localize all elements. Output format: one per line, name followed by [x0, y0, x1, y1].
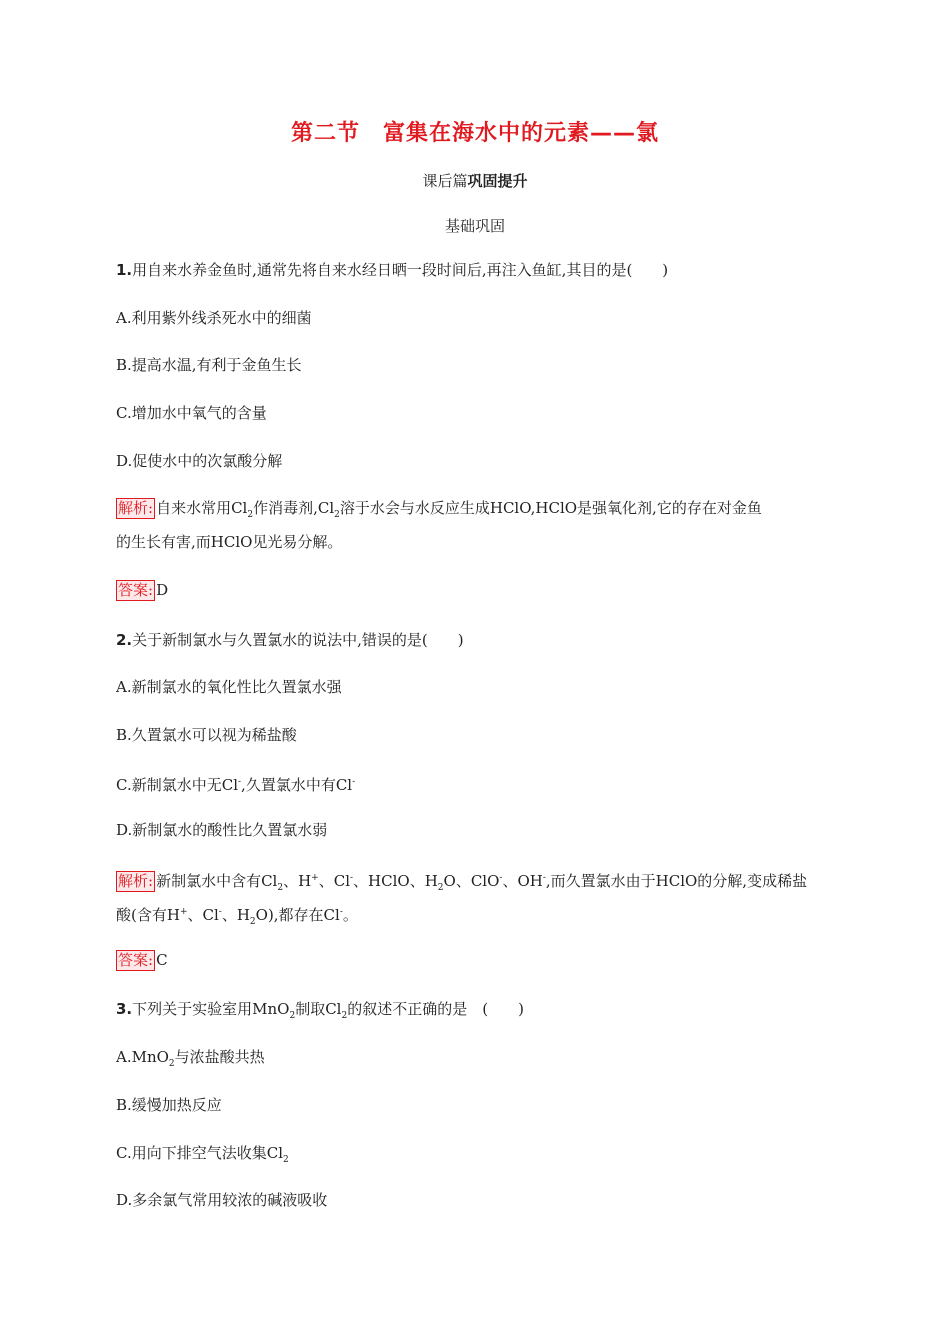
- text: 作消毒剂,Cl: [253, 499, 335, 517]
- page-subtitle: [0, 170, 950, 191]
- question-number: 3.: [116, 1000, 133, 1018]
- q1-option-c: C.增加水中氧气的含量: [116, 404, 267, 422]
- q3-option-b: B.缓慢加热反应: [116, 1096, 222, 1114]
- text: 溶于水会与水反应生成HClO,HClO是强氧化剂,它的存在对金鱼: [339, 499, 762, 517]
- text: 、H: [283, 872, 312, 890]
- q1-analysis-line-2: 的生长有害,而HClO见光易分解。: [116, 533, 343, 551]
- superscript: -: [499, 873, 503, 883]
- text: 、HClO、H: [353, 872, 438, 890]
- text: 自来水常用Cl: [156, 499, 248, 517]
- subscript: 2: [334, 510, 340, 520]
- q2-option-c: [116, 766, 836, 801]
- question-text: 关于新制氯水与久置氯水的说法中,错误的是( ): [132, 631, 464, 649]
- answer-tag: 答案:: [118, 951, 154, 969]
- text: 、H: [221, 906, 250, 924]
- q2-answer: [116, 944, 836, 976]
- q2-analysis-line-2: [116, 896, 836, 938]
- text: 。: [342, 906, 358, 924]
- answer-value: C: [156, 951, 168, 969]
- analysis-tag: 解析:: [118, 499, 154, 517]
- subscript: 2: [277, 883, 284, 893]
- superscript: -: [352, 777, 356, 787]
- q1-option-d: D.促使水中的次氯酸分解: [116, 452, 283, 470]
- text: 下列关于实验室用MnO: [132, 1000, 290, 1018]
- superscript: -: [339, 907, 343, 917]
- superscript: +: [311, 873, 319, 883]
- page-title: 第二节 富集在海水中的元素——氯: [290, 121, 659, 146]
- q2-option-d: D.新制氯水的酸性比久置氯水弱: [116, 821, 328, 839]
- text: 、OH: [502, 872, 543, 890]
- subscript: 2: [283, 1155, 289, 1165]
- superscript: -: [350, 873, 354, 883]
- text: O),都存在Cl: [255, 906, 340, 924]
- q1-option-a: A.利用紫外线杀死水中的细菌: [116, 309, 312, 327]
- text: 新制氯水中含有Cl: [156, 872, 278, 890]
- text: 、Cl: [187, 906, 219, 924]
- text: O、ClO: [443, 872, 500, 890]
- question-text: 用自来水养金鱼时,通常先将自来水经日晒一段时间后,再注入鱼缸,其目的是( ): [132, 261, 669, 279]
- subtitle-prefix: 课后篇: [422, 172, 468, 190]
- q3-option-c: [116, 1137, 836, 1176]
- question-number: 1.: [116, 261, 133, 279]
- superscript: -: [218, 907, 222, 917]
- subscript: 2: [289, 1011, 296, 1021]
- answer-tag: 答案:: [118, 581, 154, 599]
- text: 制取Cl: [295, 1000, 342, 1018]
- answer-value: D: [156, 581, 169, 599]
- text: 酸(含有H: [116, 906, 180, 924]
- question-number: 2.: [116, 631, 133, 649]
- subscript: 2: [341, 1011, 348, 1021]
- text: 的叙述不正确的是 ( ): [347, 1000, 524, 1018]
- q2-option-a: A.新制氯水的氧化性比久置氯水强: [116, 678, 342, 696]
- text: ,久置氯水中有Cl: [241, 776, 353, 794]
- superscript: -: [542, 873, 546, 883]
- question-3-stem: [116, 993, 836, 1032]
- text: C.用向下排空气法收集Cl: [116, 1144, 283, 1162]
- text: 与浓盐酸共热: [174, 1048, 265, 1066]
- q3-option-d: D.多余氯气常用较浓的碱液吸收: [116, 1191, 328, 1209]
- superscript: -: [238, 777, 242, 787]
- q1-option-b: B.提高水温,有利于金鱼生长: [116, 356, 302, 374]
- question-1-stem: [116, 254, 836, 286]
- q1-answer: [116, 574, 836, 606]
- question-2-stem: [116, 624, 836, 656]
- q2-option-b: B.久置氯水可以视为稀盐酸: [116, 726, 297, 744]
- q3-option-a: [116, 1041, 836, 1080]
- subtitle-bold: 巩固提升: [467, 172, 528, 190]
- analysis-tag: 解析:: [118, 872, 154, 890]
- text: 、Cl: [318, 872, 350, 890]
- text: C.新制氯水中无Cl: [116, 776, 238, 794]
- text: ,而久置氯水由于HClO的分解,变成稀盐: [545, 872, 808, 890]
- section-heading: 基础巩固: [444, 217, 505, 235]
- subscript: 2: [247, 510, 254, 520]
- subscript: 2: [437, 883, 444, 893]
- superscript: +: [179, 907, 188, 917]
- text: A.MnO: [116, 1048, 169, 1066]
- subscript: 2: [249, 917, 256, 927]
- subscript: 2: [168, 1059, 175, 1069]
